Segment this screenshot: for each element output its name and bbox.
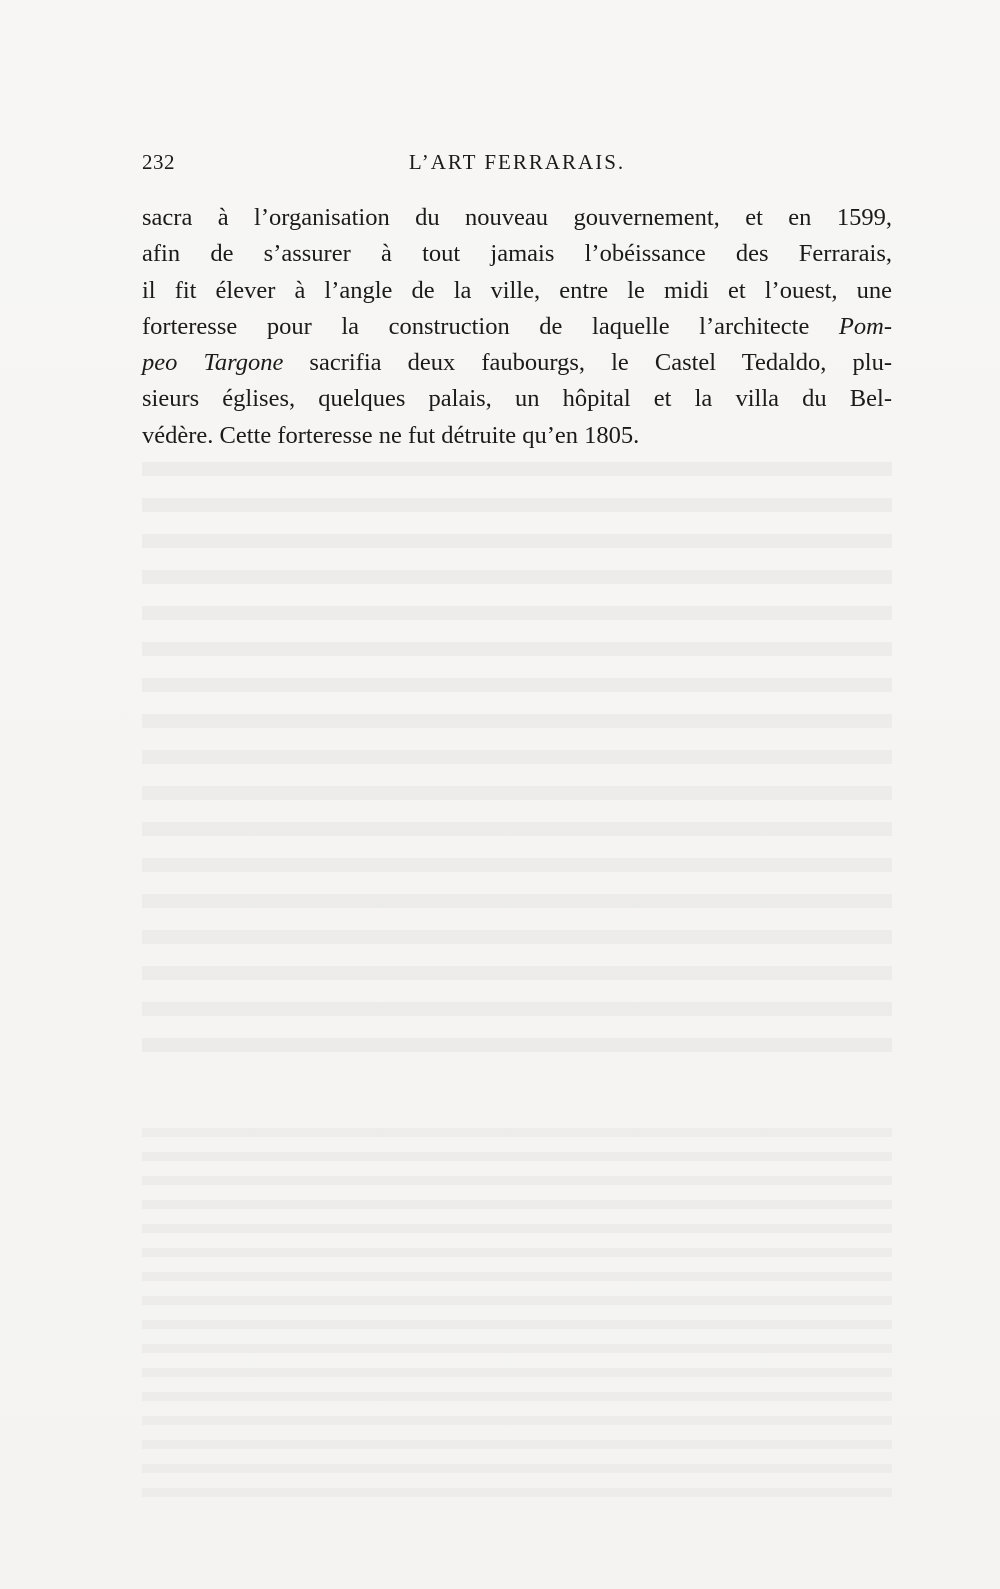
body-paragraph	[142, 200, 892, 454]
text-line: sacra à l’organisation du nouveau gouvernement, et en 1599,	[142, 204, 892, 231]
architect-name-part: peo Targone	[142, 349, 284, 377]
text-line: afin de s’assurer à tout jamais l’obéissance des Ferrarais,	[142, 240, 892, 268]
running-header	[142, 150, 892, 180]
page-number: 232	[142, 150, 175, 174]
text-segment: forteresse pour la construction de laquelle l’architecte	[142, 312, 839, 340]
running-title: L’ART FERRARAIS.	[408, 150, 626, 174]
reverse-side-footnote-bleed-through	[142, 1120, 892, 1500]
text-line	[142, 309, 892, 345]
text-segment: sacrifia deux faubourgs, le Castel Tedaldo, plu-	[283, 349, 892, 377]
text-line: sieurs églises, quelques palais, un hôpital et la villa du Bel-	[142, 385, 892, 413]
architect-name-part: Pom-	[838, 312, 892, 340]
text-line: il fit élever à l’angle de la ville, entre le midi et l’ouest, une	[142, 276, 892, 304]
text-line: védère. Cette forteresse ne fut détruite qu’en 1805.	[142, 421, 640, 449]
reverse-side-bleed-through	[142, 450, 892, 1070]
text-line	[142, 345, 892, 381]
